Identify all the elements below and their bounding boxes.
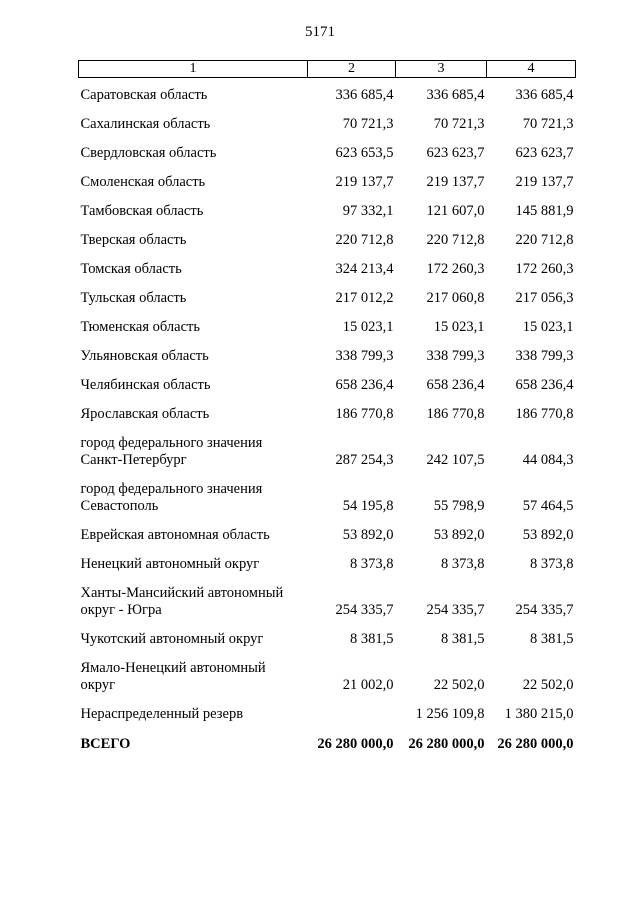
table-row	[79, 365, 576, 394]
region-name	[79, 573, 308, 619]
allocation-table	[78, 60, 576, 753]
value-col4: 1 380 215,0	[504, 706, 574, 722]
region-name-line: Ханты-Мансийский автономный	[80, 585, 284, 601]
region-name	[79, 469, 308, 515]
table-row	[79, 423, 576, 469]
table-row	[79, 619, 576, 648]
table-row	[79, 694, 576, 723]
value-col2: 220 712,8	[335, 232, 394, 248]
value-col2: 658 236,4	[335, 377, 394, 393]
value-col2: 186 770,8	[335, 406, 394, 422]
value-col2: 15 023,1	[342, 319, 394, 335]
value-col4: 22 502,0	[522, 677, 574, 693]
table-row	[79, 394, 576, 423]
column-header: 3	[396, 61, 487, 78]
total-col2: 26 280 000,0	[317, 736, 394, 752]
table-row	[79, 307, 576, 336]
region-name: Ярославская область	[80, 406, 210, 422]
table-row	[79, 469, 576, 515]
region-name: Чукотский автономный округ	[80, 631, 264, 647]
value-col2: 70 721,3	[342, 116, 394, 132]
value-col3: 1 256 109,8	[415, 706, 485, 722]
region-name	[79, 423, 308, 469]
region-name: Нераспределенный резерв	[80, 706, 244, 722]
region-name: Челябинская область	[80, 377, 211, 393]
total-col4: 26 280 000,0	[497, 736, 574, 752]
table-row	[79, 191, 576, 220]
value-col3: 217 060,8	[426, 290, 485, 306]
total-col3: 26 280 000,0	[408, 736, 485, 752]
region-name-line: округ - Югра	[80, 602, 162, 618]
value-col3: 8 373,8	[441, 556, 485, 572]
region-name: Ненецкий автономный округ	[80, 556, 260, 572]
value-col3: 8 381,5	[441, 631, 485, 647]
region-name-line: Севастополь	[80, 498, 159, 514]
table-row	[79, 162, 576, 191]
value-col2: 324 213,4	[335, 261, 394, 277]
value-col3: 172 260,3	[426, 261, 485, 277]
value-col3: 623 623,7	[426, 145, 485, 161]
value-col4: 219 137,7	[515, 174, 574, 190]
region-name: Томская область	[80, 261, 182, 277]
column-number-row	[79, 61, 576, 78]
value-col2: 21 002,0	[342, 677, 394, 693]
page-number: 5171	[305, 24, 335, 40]
value-col3: 254 335,7	[426, 602, 485, 618]
table-row	[79, 133, 576, 162]
region-name: Саратовская область	[80, 87, 208, 103]
value-col3: 219 137,7	[426, 174, 485, 190]
region-name-line: округ	[80, 677, 116, 693]
value-col3: 242 107,5	[426, 452, 485, 468]
value-col4: 8 373,8	[530, 556, 574, 572]
value-col4: 217 056,3	[515, 290, 574, 306]
value-col2: 219 137,7	[335, 174, 394, 190]
table-row	[79, 336, 576, 365]
table-row	[79, 544, 576, 573]
value-col4: 623 623,7	[515, 145, 574, 161]
table-row	[79, 249, 576, 278]
region-name-line: Санкт-Петербург	[80, 452, 187, 468]
table-row	[79, 78, 576, 105]
table-row	[79, 278, 576, 307]
value-col2: 338 799,3	[335, 348, 394, 364]
value-col3: 55 798,9	[433, 498, 485, 514]
value-col4: 57 464,5	[522, 498, 574, 514]
table-row	[79, 220, 576, 249]
value-col2: 97 332,1	[342, 203, 394, 219]
value-col4: 53 892,0	[522, 527, 574, 543]
value-col4: 658 236,4	[515, 377, 574, 393]
column-header: 4	[487, 61, 576, 78]
region-name: Ульяновская область	[80, 348, 209, 364]
column-header: 1	[79, 61, 308, 78]
value-col4: 44 084,3	[522, 452, 574, 468]
value-col3: 22 502,0	[433, 677, 485, 693]
value-col4: 70 721,3	[522, 116, 574, 132]
value-col3: 658 236,4	[426, 377, 485, 393]
value-col3: 121 607,0	[426, 203, 485, 219]
region-name: Тверская область	[80, 232, 187, 248]
value-col2: 54 195,8	[342, 498, 394, 514]
region-name: Тульская область	[80, 290, 187, 306]
value-col4: 15 023,1	[522, 319, 574, 335]
region-name-line: город федерального значения	[80, 435, 263, 451]
table-row	[79, 515, 576, 544]
table-row	[79, 648, 576, 694]
column-header: 2	[308, 61, 396, 78]
value-col3: 220 712,8	[426, 232, 485, 248]
region-name: Тюменская область	[80, 319, 200, 335]
value-col2: 8 373,8	[350, 556, 394, 572]
total-label: ВСЕГО	[80, 736, 131, 752]
value-col3: 70 721,3	[433, 116, 485, 132]
region-name: Тамбовская область	[80, 203, 204, 219]
value-col3: 338 799,3	[426, 348, 485, 364]
table-row	[79, 573, 576, 619]
value-col4: 220 712,8	[515, 232, 574, 248]
value-col2: 53 892,0	[342, 527, 394, 543]
region-name: Смоленская область	[80, 174, 206, 190]
value-col4: 254 335,7	[515, 602, 574, 618]
value-col2: 287 254,3	[335, 452, 394, 468]
value-col3: 53 892,0	[433, 527, 485, 543]
value-col2	[308, 694, 396, 723]
table-row	[79, 104, 576, 133]
value-col4: 336 685,4	[515, 87, 574, 103]
value-col2: 254 335,7	[335, 602, 394, 618]
value-col3: 186 770,8	[426, 406, 485, 422]
value-col2: 336 685,4	[335, 87, 394, 103]
value-col2: 217 012,2	[335, 290, 394, 306]
value-col4: 338 799,3	[515, 348, 574, 364]
region-name: Свердловская область	[80, 145, 217, 161]
total-row	[79, 723, 576, 753]
value-col2: 8 381,5	[350, 631, 394, 647]
value-col4: 8 381,5	[530, 631, 574, 647]
value-col3: 15 023,1	[433, 319, 485, 335]
region-name-line: Ямало-Ненецкий автономный	[80, 660, 266, 676]
value-col4: 172 260,3	[515, 261, 574, 277]
value-col2: 623 653,5	[335, 145, 394, 161]
region-name: Сахалинская область	[80, 116, 211, 132]
region-name	[79, 648, 308, 694]
value-col3: 336 685,4	[426, 87, 485, 103]
value-col4: 186 770,8	[515, 406, 574, 422]
value-col4: 145 881,9	[515, 203, 574, 219]
region-name: Еврейская автономная область	[80, 527, 270, 543]
region-name-line: город федерального значения	[80, 481, 263, 497]
